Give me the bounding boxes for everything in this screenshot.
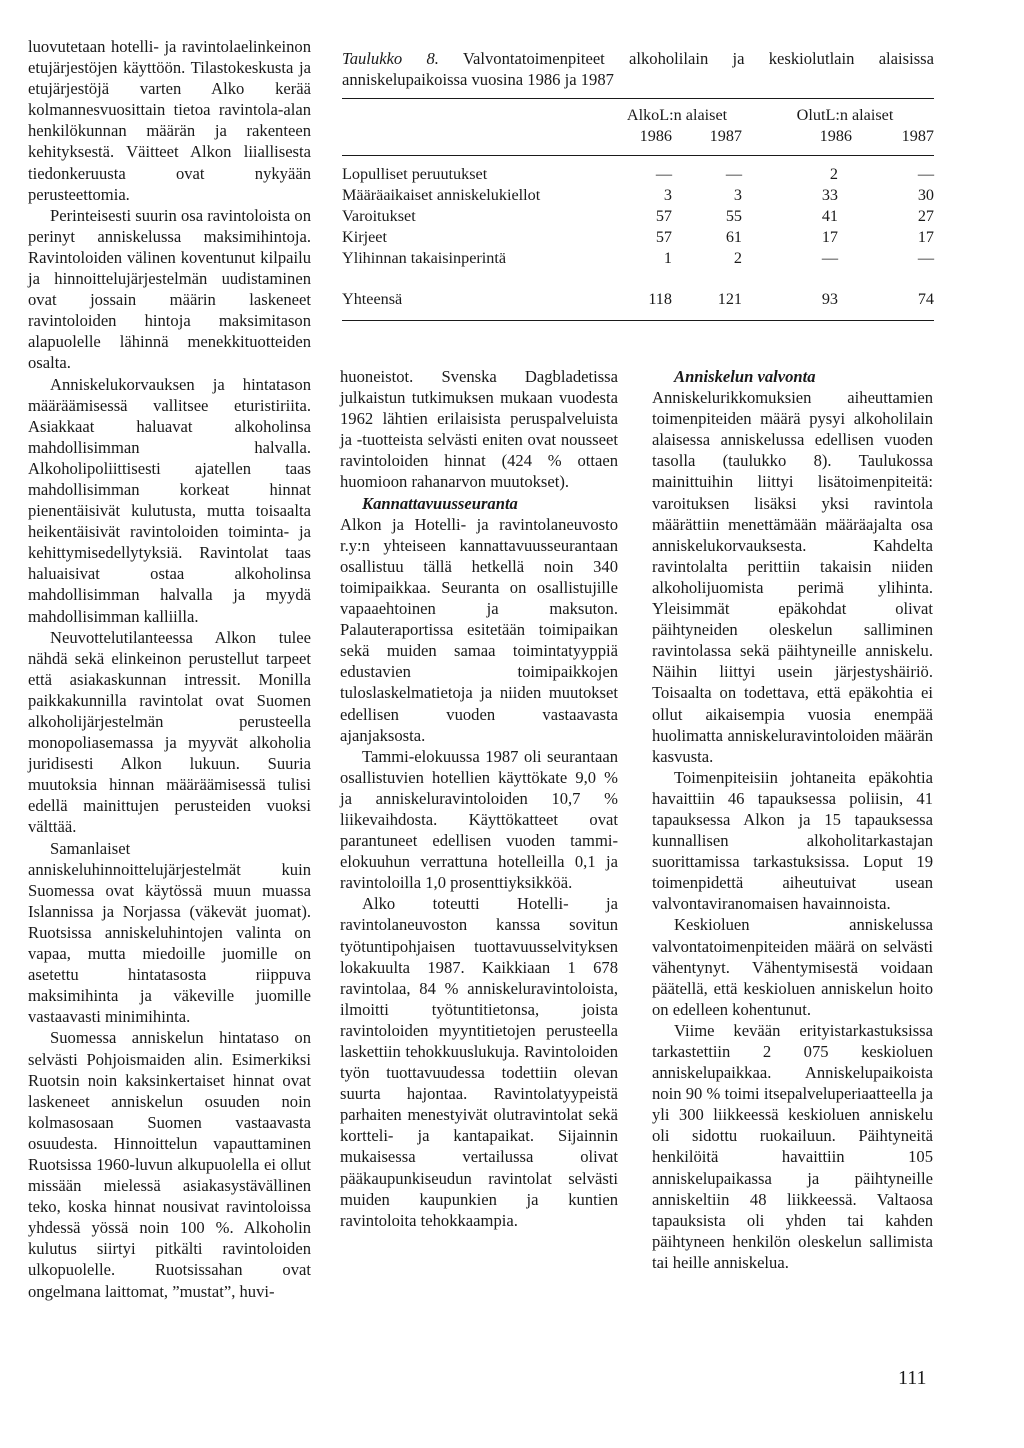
section-heading: Anniskelun valvonta xyxy=(674,367,816,386)
paragraph: Tammi-elokuussa 1987 oli seurantaan osallistuvien hotellien käyttökate 9,0 % ja anniskeluravintoloiden 10,7 % liikevaihdosta. Käyttökatteet ovat parantuneet edellisen vuoden tammi-elokuuhun verrattuna hotelleilla 0,1 ja ravintoloilla 1,0 prosenttiyksikköä. xyxy=(340,746,618,893)
paragraph: Neuvottelutilanteessa Alkon tulee nähdä sekä elinkeinon perustellut tarpeet että asiakaskunnan intressit. Monilla paikkakunnilla ravintolat ovat Suomen alkoholijärjestelmän perusteella monopoliasemassa ja myyvät alkoholia juridisesti Alkon lukuun. Suuria muutoksia hinnan määräämisessä tulisi edellä mainittujen perusteiden vuoksi välttää. xyxy=(28,627,311,837)
cell: 41 xyxy=(821,207,838,225)
cell: 17 xyxy=(917,228,934,246)
table-caption-text: Valvontatoimenpiteet alkoholilain ja keskiolutlain alaisissa anniskelupaikoissa vuosina 1986 ja 1987 xyxy=(342,49,934,89)
group-header-alkol: AlkoL:n alaiset xyxy=(626,106,728,124)
table-row xyxy=(342,206,934,227)
row-label: Kirjeet xyxy=(342,228,387,246)
paragraph: Anniskelurikkomuksien aiheuttamien toimenpiteiden määrä pysyi alkoholilain alaisessa anniskelussa edellisen vuoden tasolla (taulukko 8). Taulukossa mainittuihin liittyi lisätoimenpiteitä: varoituksen lisäksi yksi ravintola määrättiin menettämään määräajalta osa anniskelukorvauksesta. Kahdelta ravintolalta perittiin takaisin niiden alkoholijuomista perimä ylihinta. Yleisimmät epäkohdat olivat päihtyneiden oleskelun salliminen ravintolassa sekä päihtyneille anniskelu. Näihin liittyi usein järjestyshäiriö. Toisaalta on todettava, että epäkohtia ei ollut aikaisempia vuosia enempää huolimatta anniskeluravintoloiden määrän kasvusta. xyxy=(652,388,933,766)
paragraph: luovutetaan hotelli- ja ravintolaelinkeinon etujärjestöjen käyttöön. Tilastokeskusta ja etujärjestöjä varten Alko kerää kolmannesvuosittain tietoa ravintola-alan henkilökunnan määrän ja rakenteen kehityksestä. Väitteet Alkon liiallisesta tiedonkeruusta ovat nykyään perusteettomia. xyxy=(28,37,311,204)
cell: 3 xyxy=(733,186,742,204)
table-row xyxy=(342,248,934,269)
cell: 74 xyxy=(917,290,934,308)
cell: — xyxy=(917,165,934,183)
cell: — xyxy=(655,165,672,183)
table-row xyxy=(342,185,934,206)
paragraph: Suomessa anniskelun hintataso on selvästi Pohjoismaiden alin. Esimerkiksi Ruotsin noin kaksinkertaiset hinnat ovat laskeneet anniskelun osuuden noin kolmasosaan Suomen vastaavasta osuudesta. Hinnoittelun vapauttaminen Ruotsissa 1960-luvun alkupuolella ei ollut missään mielessä asiakasystävällinen teko, koska hinnat nousivat ravintoloissa yhdessä yössä noin 100 %. Alkoholin kulutus siirtyi pitkälti ravintoloiden ulkopuolelle. Ruotsissahan ovat ongelmana laittomat, ”mustat”, huvi- xyxy=(28,1028,311,1301)
year-header: 1986 xyxy=(819,127,852,145)
cell: 1 xyxy=(663,249,672,267)
text-column-middle xyxy=(340,366,618,1231)
cell: 3 xyxy=(663,186,672,204)
table-total-row xyxy=(342,269,934,321)
text-column-left xyxy=(28,36,311,1302)
cell: 2 xyxy=(733,249,742,267)
year-header: 1987 xyxy=(709,127,742,145)
table-row xyxy=(342,227,934,248)
paragraph: Alkon ja Hotelli- ja ravintolaneuvosto r.y:n yhteiseen kannattavuusseurantaan osallistuu tällä hetkellä noin 340 toimipaikkaa. Seuranta on osallistujille vapaaehtoinen ja maksuton. Palauteraportissa esitetään toimipaikan sekä muiden samaa toimintatyyppiä edustavien toimipaikkojen tuloslaskelmatietoja ja niiden muutokset edellisen vuoden vastaavasta ajanjaksosta. xyxy=(340,514,618,745)
text-column-right xyxy=(652,366,933,1273)
section-heading: Kannattavuusseuranta xyxy=(362,493,518,513)
row-label: Määräaikaiset anniskelukiellot xyxy=(342,186,541,204)
cell: — xyxy=(821,249,838,267)
cell: 57 xyxy=(655,207,672,225)
row-label: Lopulliset peruutukset xyxy=(342,165,488,183)
row-label: Yhteensä xyxy=(342,290,403,308)
page-number: 111 xyxy=(898,1367,927,1389)
paragraph: Keskioluen anniskelussa valvontatoimenpiteiden määrä on selvästi vähentynyt. Vähentymisestä voidaan päätellä, että keskioluen anniskelun hoito on edelleen kohentunut. xyxy=(652,915,933,1019)
paragraph: Alko toteutti Hotelli- ja ravintolaneuvoston kanssa sovitun työtuntipohjaisen tuottavuusselvityksen lokakuulta 1987. Kaikkiaan 1 678 ravintolaa, 84 % anniskeluravintoloista, ilmoitti työtuntitietonsa, joista ravintoloiden myyntitietojen perusteella laskettiin tehokkuuslukuja. Ravintoloiden työn tuottavuudessa todettiin olevan suurta hajontaa. Ravintolatyypeistä parhaiten menestyivät olutravintolat sekä kortteli- ja kantapaikat. Sijainnin mukaisessa vertailussa olivat pääkaupunkiseudun ravintolat selvästi muiden kaupunkien ja kuntien ravintoloita tehokkaampia. xyxy=(340,894,618,1230)
cell: 17 xyxy=(821,228,838,246)
row-label: Ylihinnan takaisinperintä xyxy=(342,249,507,267)
paragraph: Anniskelukorvauksen ja hintatason määräämisessä vallitsee eturistiriita. Asiakkaat haluavat alkoholinsa mahdollisimman halvalla. Alkoholipoliittisesti ajatellen taas mahdollisimman korkeat hinnat pienentäisivät kulutusta, mutta toisaalta heikentäisivät ravintoloiden toiminta- ja kehittymisedellytyksiä. Ravintolat taas haluaisivat ostaa alkoholinsa mahdollisimman halvalla ja myydä mahdollisimman kalliilla. xyxy=(28,374,311,626)
cell: 121 xyxy=(717,290,742,308)
group-header-olutl: OlutL:n alaiset xyxy=(796,106,894,124)
cell: 61 xyxy=(725,228,742,246)
cell: 93 xyxy=(821,290,838,308)
table-8 xyxy=(342,48,934,321)
cell: 55 xyxy=(725,207,742,225)
cell: 2 xyxy=(829,165,838,183)
paragraph: Viime kevään erityistarkastuksissa tarkastettiin 2 075 keskioluen anniskelupaikkaa. Anniskelupaikoista noin 90 % toimi itsepalveluperiaatteella ja yli 300 liikkeessä keskioluen anniskelu oli sidottu ruokailuun. Päihtyneitä henkilöitä havaittiin 105 anniskelupaikassa ja päihtyneille anniskeltiin 48 liikkeessä. Valtaosa tapauksista oli yhden tai kahden päihtyneen henkilön oleskelun sallimista tai heille anniskelua. xyxy=(652,1020,933,1272)
paragraph: Samanlaiset anniskeluhinnoittelujärjestelmät kuin Suomessa ovat käytössä muun muassa Islannissa ja Norjassa (väkevät juomat). Ruotsissa anniskeluhintojen valinta on vapaa, mutta miedoille juomille on asetettu hintatasosta riippuva maksimihinta ja väkeville juomille vastaavasti minimihinta. xyxy=(28,838,311,1027)
cell: 118 xyxy=(648,290,672,308)
paragraph: Perinteisesti suurin osa ravintoloista on perinyt anniskelussa maksimihintoja. Ravintoloiden välinen koventunut kilpailu ja hinnoittelujärjestelmän uudistaminen ovat jossain määrin laskeneet ravintoloiden hintoja maksimitason alapuolelle lähinnä menekkituotteiden osalta. xyxy=(28,205,311,373)
cell: 33 xyxy=(821,186,838,204)
year-header: 1986 xyxy=(639,127,672,145)
paragraph: Toimenpiteisiin johtaneita epäkohtia havaittiin 46 tapauksessa poliisin, 41 tapauksessa Alkon ja 15 tapauksessa kunnallisen alkoholitarkastajan suorittamissa tarkastuksissa. Loput 19 toimenpidettä aiheutuivat usean valvontaviranomaisen havainnoista. xyxy=(652,767,933,914)
cell: — xyxy=(725,165,742,183)
measures-table xyxy=(342,98,934,321)
cell: 30 xyxy=(917,186,934,204)
table-caption xyxy=(342,48,934,90)
paragraph: huoneistot. Svenska Dagbladetissa julkaistun tutkimuksen mukaan vuodesta 1962 lähtien erilaisista peruspalveluista ja -tuotteista selvästi eniten ovat nousseet ravintoloiden hinnat (424 % ottaen huomioon rahanarvon muutokset). xyxy=(340,367,618,492)
cell: 57 xyxy=(655,228,672,246)
table-row xyxy=(342,156,934,186)
cell: — xyxy=(917,249,934,267)
table-caption-label: Taulukko 8. xyxy=(342,49,439,68)
cell: 27 xyxy=(917,207,934,225)
year-header: 1987 xyxy=(901,127,934,145)
row-label: Varoitukset xyxy=(342,207,416,225)
